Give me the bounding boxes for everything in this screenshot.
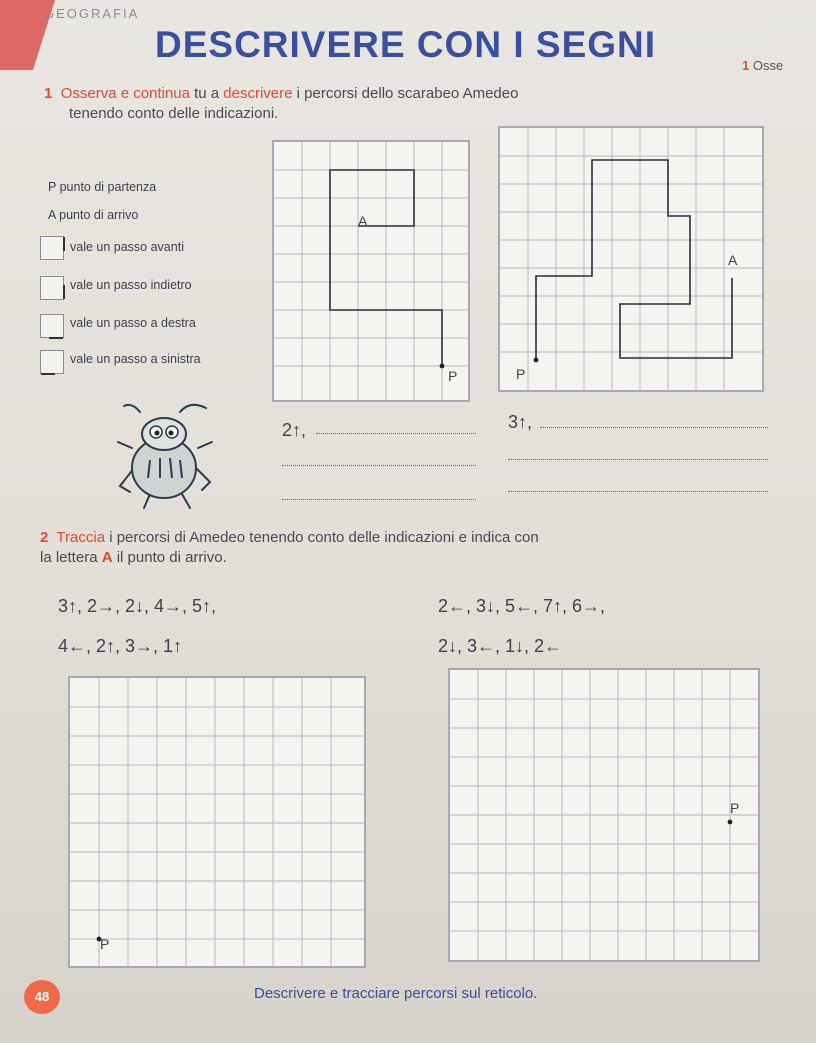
grid-2-answer-line-2[interactable] (508, 458, 768, 460)
grid-4-start-label: P (730, 800, 740, 816)
grid-1-start-label: P (448, 368, 458, 384)
beetle-illustration (110, 398, 220, 512)
grid-1-end-label: A (358, 213, 368, 229)
legend-forward: vale un passo avanti (70, 240, 184, 254)
legend-box-back (40, 276, 64, 300)
grid-2-answer-prefix: 3↑, (508, 412, 533, 432)
grid-1-answer-line-3[interactable] (282, 498, 476, 500)
grid-2-end-label: A (728, 252, 738, 268)
page-number: 48 (24, 980, 60, 1014)
grid-3[interactable] (68, 676, 366, 968)
side-note: 1 Osse (742, 58, 784, 73)
instructions-right-1: 2←, 3↓, 5←, 7↑, 6→, (438, 596, 606, 616)
grid-2-answer-line-3[interactable] (508, 490, 768, 492)
footer-caption: Descrivere e tracciare percorsi sul reticolo. (254, 985, 538, 1002)
legend-box-right (40, 314, 64, 338)
grid-1-answer-prefix: 2↑, (282, 420, 307, 440)
page-title: DESCRIVERE CON I SEGNI (155, 24, 657, 65)
subject-label: GEOGRAFIA (44, 6, 140, 21)
grid-2-start-label: P (516, 366, 526, 382)
instructions-right-2: 2↓, 3←, 1↓, 2← (438, 636, 563, 656)
grid-2-answer-line-1[interactable] (540, 426, 768, 428)
instructions-left-1: 3↑, 2→, 2↓, 4→, 5↑, (58, 596, 217, 616)
legend-box-forward (40, 236, 64, 260)
grid-1-answer-line-1[interactable] (316, 432, 476, 434)
legend-box-left (40, 350, 64, 374)
grid-1 (272, 140, 470, 402)
exercise-1-number: 1 (44, 85, 53, 102)
legend-right: vale un passo a destra (70, 316, 196, 330)
exercise-2-instructions: 2 Traccia i percorsi di Amedeo tenendo conto delle indicazioni e indica con la lettera A il punto di arrivo. (40, 529, 539, 566)
instructions-left-2: 4←, 2↑, 3→, 1↑ (58, 636, 183, 656)
exercise-1-instructions: 1 Osserva e continua tu a descrivere i percorsi dello scarabeo Amedeo tenendo conto delle indicazioni. (44, 85, 519, 122)
exercise-2-number: 2 (40, 529, 49, 546)
legend-back: vale un passo indietro (70, 278, 192, 292)
grid-2-path (536, 160, 732, 360)
legend-left: vale un passo a sinistra (70, 352, 201, 366)
legend-start: P punto di partenza (48, 180, 157, 194)
grid-2 (498, 126, 764, 392)
grid-1-answer-line-2[interactable] (282, 464, 476, 466)
grid-4[interactable] (448, 668, 760, 962)
grid-3-start-label: P (100, 936, 110, 952)
legend-end: A punto di arrivo (48, 208, 139, 222)
